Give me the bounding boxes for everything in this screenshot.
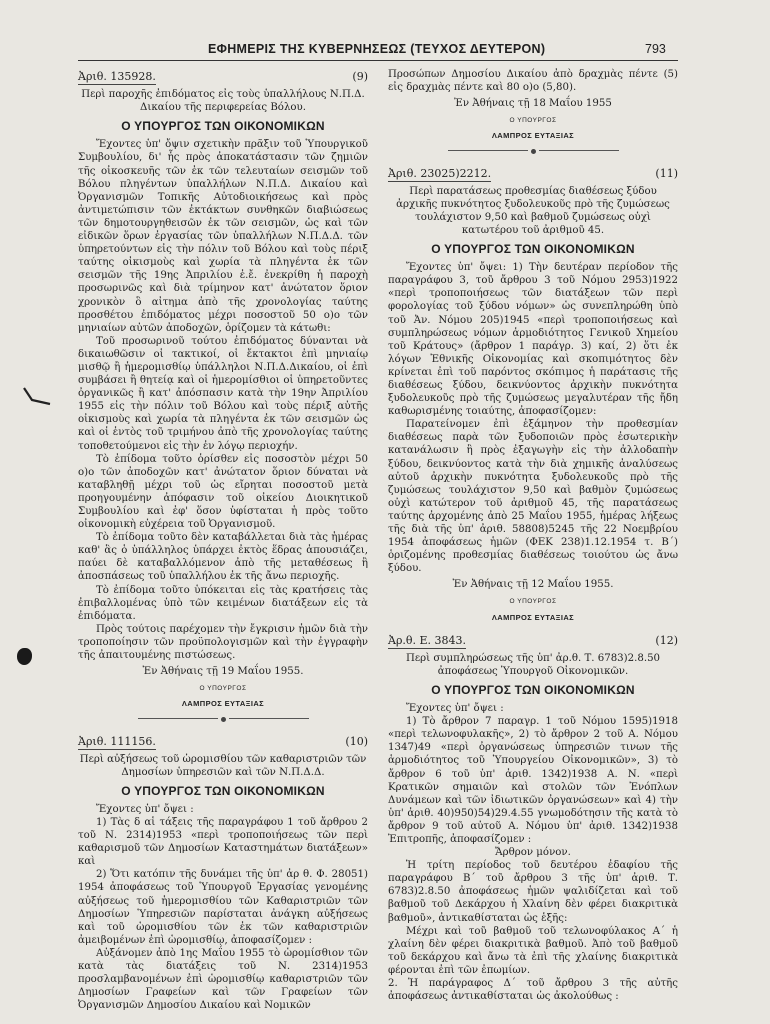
decision-9-header: [78, 70, 368, 85]
decision-10-paragraph: 2) Ὅτι κατόπιν τῆς δυνάμει τῆς ὑπ' ἀρ θ. Φ. 28051) 1954 ἀποφάσεως τοῦ Ὑπουργοῦ Ἐργασίας γενομένης αὐξήσεως τοῦ ἡμερομισθίου τῶν Καθαριστριῶν τῶν Δημοσίων Ὑπηρεσιῶν παρίσταται ἀνάγκη αὐξήσεως καὶ τοῦ ὡρομισθίου τῶν ἐκ τῶν καθαριστριῶν ἀμειβομένων ἐπὶ ὡρομισθίῳ, ἀποφασίζομεν :: [78, 869, 368, 946]
running-title: ΕΦΗΜΕΡΙΣ ΤΗΣ ΚΥΒΕΡΝΗΣΕΩΣ (ΤΕΥΧΟΣ ΔΕΥΤΕΡΟΝ): [208, 42, 546, 56]
decision-12-article-heading: Ἄρθρον μόνον.: [495, 847, 571, 859]
decision-9-minister-heading: Ο ΥΠΟΥΡΓΟΣ ΤΩΝ ΟΙΚΟΝΟΜΙΚΩΝ: [121, 119, 325, 134]
decision-9-subject: Περὶ παροχῆς ἐπιδόματος εἰς τοὺς ὑπαλλήλους Ν.Π.Δ. Δικαίου τῆς περιφερείας Βόλου.: [81, 89, 365, 114]
decision-12-number: Ἀρ.θ. Ε. 3843.: [388, 634, 466, 649]
decision-12-minister-heading: Ο ΥΠΟΥΡΓΟΣ ΤΩΝ ΟΙΚΟΝΟΜΙΚΩΝ: [431, 682, 635, 697]
decision-11-subject: Περὶ παρατάσεως προθεσμίας διαθέσεως ξύδου ἀρχικῆς πυκνότητος ξυδολευκοῦς πρὸ τῆς ζυμώσεως τουλάχιστον 9,50 καὶ βαθμοῦ ζυμώσεως οὐχὶ κατωτέρου τοῦ ἀριθμοῦ 45.: [396, 185, 670, 236]
decision-12-paragraph: 1) Τὸ ἄρθρον 7 παραγρ. 1 τοῦ Νόμου 1595)1918 «περὶ τελωνοφυλακῆς», 2) τὸ ἄρθρον 2 τοῦ Α. Νόμου 1347)49 «περὶ ὀργανώσεως ὑπηρεσιῶν τινων τῆς ἁρμοδιότητος τοῦ Ὑπουργείου Οἰκονομικῶν», 3) τὸ ἄρθρον 6 τοῦ ὑπ' ἀριθ. 1342)1938 Α. Ν. «περὶ Κρατικῶν σημαιῶν καὶ στολῶν τῶν Ἐνόπλων Δυνάμεων καὶ τῶν ἰδιωτικῶν ὀργανώσεων» καὶ 4) τὴν ὑπ' ἀριθ. 40)950)54)29.4.55 γνωμοδότησιν τῆς κατὰ τὸ ἄρθρον 9 τοῦ αὐτοῦ Α. Νόμου ὑπ' ἀριθ. 1342)1938 Ἐπιτροπῆς, ἀποφασίζομεν :: [388, 716, 678, 845]
decision-9-signatory-role: Ο ΥΠΟΥΡΓΟΣ: [199, 685, 247, 693]
decision-9-signatory-name: ΛΑΜΠΡΟΣ ΕΥΤΑΞΙΑΣ: [181, 699, 265, 709]
section-divider: [388, 145, 678, 158]
decision-11-number: Ἀριθ. 23025)2212.: [388, 167, 491, 182]
decision-11-header: [388, 167, 678, 182]
decision-10-header: [78, 735, 368, 750]
ink-blot: [17, 648, 32, 665]
decision-10-index: (10): [345, 734, 368, 748]
decision-11-paragraph: Παρατείνομεν ἐπὶ ἑξάμηνον τὴν προθεσμίαν διαθέσεως παρὰ τῶν ξυδοποιῶν πρὸς ἐσωτερικὴν κατανάλωσιν ἢ πρὸς ἐξαγωγὴν εἰς τὴν ἀλλοδαπὴν ξύδου, δεικνύοντος κατὰ τὴν διὰ χημικῆς ἀναλύσεως αὐτοῦ ἀρχικὴν πυκνότητα ξυδολευκοῦς πρὸ τῆς ζυμώσεως τουλάχιστον 9,50 καὶ βαθμὸν ζυμώσεως οὐχὶ κατώτερον τοῦ ἀριθμοῦ 45, τῆς παρατάσεως ταύτης ἀρχομένης ἀπὸ 25 Μαΐου 1955, ἡμέρας λήξεως τῆς διὰ τῆς ὑπ' ἀριθ. 58808)5245 τῆς 22 Νοεμβρίου 1954 ἀποφάσεως ἡμῶν (ΦΕΚ 238)1.12.1954 τ. Β΄) ὁριζομένης προθεσμίας διαθέσεως τοιούτου ὡς ἄνω ξύδου.: [388, 419, 678, 575]
decision-12-index: (12): [655, 633, 678, 647]
decision-9-paragraph: Πρὸς τούτοις παρέχομεν τὴν ἔγκρισιν ἡμῶν διὰ τὴν τροποποίησιν τῶν προϋπολογισμῶν καὶ τὴν ἐγγραφὴν τῆς ἀπαιτουμένης πιστώσεως.: [78, 623, 368, 662]
decision-11-minister-heading: Ο ΥΠΟΥΡΓΟΣ ΤΩΝ ΟΙΚΟΝΟΜΙΚΩΝ: [431, 242, 635, 257]
decision-12-paragraph: 2. Ἡ παράγραφος Δ΄ τοῦ ἄρθρου 3 τῆς αὐτῆς ἀποφάσεως ἀντικαθίσταται ὡς ἀκολούθως :: [388, 978, 678, 1003]
decision-11-date: Ἐν Ἀθήναις τῇ 12 Μαΐου 1955.: [452, 579, 614, 591]
decision-12-header: [388, 634, 678, 649]
section-divider: [78, 713, 368, 726]
decision-9-date: Ἐν Ἀθήναις τῇ 19 Μαΐου 1955.: [142, 666, 304, 678]
decision-11-signatory-role: Ο ΥΠΟΥΡΓΟΣ: [509, 598, 557, 606]
handwritten-tick-mark: [22, 384, 54, 408]
decision-9-paragraph: Τὸ ἐπίδομα τοῦτο δὲν καταβάλλεται διὰ τὰς ἡμέρας καθ' ἃς ὁ ὑπάλληλος ὑπάρχει ἐκτὸς ἕδρας ἀπουσιάζει, παύει δὲ καταβαλλόμενον ἀπὸ τῆς μεταθέσεως ἢ ἀποσπάσεως τοῦ ὑπαλλήλου ἐκ τῆς ἄνω περιοχῆς.: [78, 532, 368, 583]
decision-11-index: (11): [655, 166, 678, 180]
decision-9-index: (9): [352, 70, 368, 83]
decision-11-paragraph: Ἔχοντες ὑπ' ὄψει: 1) Τὴν δευτέραν περίοδον τῆς παραγράφου 3, τοῦ ἄρθρου 3 τοῦ Νόμου 2953)1922 «περὶ τροποποιήσεως τῶν διατάξεων τῶν περὶ φορολογίας τοῦ ξύδου νόμων» ὡς συνεπληρώθη ὑπὸ τοῦ Ἀν. Νόμου 205)1945 «περὶ τροποποιήσεως καὶ συμπληρώσεως νόμων ἁρμοδιότητος Γενικοῦ Χημείου τοῦ Κράτους» (ἄρθρον 1 παράγρ. 3) καί, 2) ὅτι ἐκ λόγων Ἐθνικῆς Οἰκονομίας καὶ σκοπιμότητος δὲν κρίνεται ἐπὶ τοῦ παρόντος σκόπιμος ἡ παράτασις τῆς διαθέσεως ξύδου, δεικνύοντος ἀρχικὴν πυκνότητα ξυδολευκοῦς πρὸ τῆς ζυμώσεως μεγαλυτέραν τῆς ἤδη καθωρισμένης τοιαύτης, ἀποφασίζομεν:: [388, 262, 678, 418]
decision-10-paragraph: Ἔχοντες ὑπ' ὄψει :: [96, 803, 194, 815]
decision-9-paragraph: Τὸ ἐπίδομα τοῦτο ὁρίσθεν εἰς ποσοστὸν μέχρι 50 ο)ο τῶν ἀποδοχῶν κατ' ἀνώτατον ὅριον δύναται νὰ καταβληθῇ μέχρι τοῦ ὡς εἴρηται ποσοστοῦ μετὰ προηγουμένην ἀπόφασιν τοῦ οἰκείου Διοικητικοῦ Συμβουλίου καὶ ἐφ' ὅσον ὑφίσταται ἡ πρὸς τοῦτο οἰκονομικὴ εὐχέρεια τοῦ Ὀργανισμοῦ.: [78, 453, 368, 531]
decision-12-paragraph: Μέχρι καὶ τοῦ βαθμοῦ τοῦ τελωνοφύλακος Α΄ ἡ χλαίνη δὲν φέρει διακριτικὰ βαθμοῦ. Ἀπὸ τοῦ βαθμοῦ τοῦ δεκάρχου καὶ ἄνω τὰ ἐπὶ τῆς χλαίνης διακριτικὰ φέρονται ἐπὶ τῶν ἐπωμίων.: [388, 925, 678, 976]
decision-12-paragraph: Ἔχοντες ὑπ' ὄψει :: [406, 703, 504, 715]
decision-12-paragraph: Ἡ τρίτη περίοδος τοῦ δευτέρου ἐδαφίου τῆς παραγράφου Β΄ τοῦ ἄρθρου 3 τῆς ὑπ' ἀριθ. Τ. 6783)2.8.50 ἀποφάσεως ἡμῶν ψαλιδίζεται καὶ τοῦ βαθμοῦ τοῦ Δεκάρχου ἡ Χλαίνη δὲν φέρει διακριτικὰ βαθμοῦ», ἀντικαθίσταται ὡς ἑξῆς:: [388, 860, 678, 924]
header-rule: [78, 60, 678, 61]
page-number: 793: [645, 42, 666, 56]
decision-12-subject: Περὶ συμπληρώσεως τῆς ὑπ' ἀρ.θ. Τ. 6783)2.8.50 ἀποφάσεως Ὑπουργοῦ Οἰκονομικῶν.: [405, 652, 661, 677]
right-column: [388, 68, 678, 1003]
decision-10-number: Ἀριθ. 111156.: [78, 735, 156, 750]
left-column: [78, 68, 368, 1012]
decision-9-paragraph: Τὸ ἐπίδομα τοῦτο ὑπόκειται εἰς τὰς κρατήσεις τὰς ἐπιβαλλομένας ὑπὸ τῶν κειμένων διατάξεων εἰς τὰ ἐπιδόματα.: [78, 584, 368, 622]
decision-10-paragraph: 1) Τὰς δ αἱ τάξεις τῆς παραγράφου 1 τοῦ ἄρθρου 2 τοῦ Ν. 2314)1953 «περὶ τροποποιήσεως τῶν περὶ καθαρισμοῦ τῶν Δημοσίων Καταστημάτων διατάξεων» καὶ: [78, 816, 368, 868]
decision-10-continuation: Προσώπων Δημοσίου Δικαίου ἀπὸ δραχμὰς πέντε (5) εἰς δραχμὰς πέντε καὶ 80 ο)ο (5,80).: [388, 69, 678, 94]
decision-9-paragraph: Τοῦ προσωρινοῦ τούτου ἐπιδόματος δύνανται νὰ δικαιωθῶσιν οἱ τακτικοί, οἱ ἔκτακτοι ἐπὶ μηνιαίῳ μισθῷ ἢ ἡμερομισθίῳ ὑπάλληλοι Ν.Π.Δ.Δικαίου, οἱ ἐπὶ συμβάσει ἢ θητείᾳ καὶ οἱ ἡμερομίσθιοι οἱ ὑπηρετοῦντες ὀργανικῶς ἢ κατ' ἀπόσπασιν κατὰ τὴν 19ην Ἀπριλίου 1955 εἰς τὴν πόλιν τοῦ Βόλου καὶ τοὺς πέριξ αὐτῆς οἰκισμοὺς καὶ χωρία τὰ πληγέντα ἐκ τῶν σεισμῶν ὡς καὶ οἱ ἐντὸς τοῦ τριμήνου ἀπὸ τῆς χρονολογίας ταύτης τοποθετούμενοι εἰς τὴν ἐν λόγῳ περιοχήν.: [78, 335, 368, 452]
decision-10-date: Ἐν Ἀθήναις τῇ 18 Μαΐου 1955: [454, 98, 612, 110]
decision-10-minister-heading: Ο ΥΠΟΥΡΓΟΣ ΤΩΝ ΟΙΚΟΝΟΜΙΚΩΝ: [121, 783, 325, 798]
decision-10-signatory-role: Ο ΥΠΟΥΡΓΟΣ: [509, 117, 557, 125]
decision-10-paragraph: Αὐξάνομεν ἀπὸ 1ης Μαΐου 1955 τὸ ὡρομίσθιον τῶν κατὰ τὰς διατάξεις τοῦ Ν. 2314)1953 προσλαμβανομένων ἐπὶ ὡρομισθίῳ καθαριστριῶν τῶν Δημοσίων Γραφείων καὶ τῶν Γραφείων τῶν Ὀργανισμῶν Δημοσίου Δικαίου καὶ Νομικῶν: [78, 947, 368, 1012]
decision-11-signatory-name: ΛΑΜΠΡΟΣ ΕΥΤΑΞΙΑΣ: [491, 612, 575, 622]
decision-10-signatory-name: ΛΑΜΠΡΟΣ ΕΥΤΑΞΙΑΣ: [491, 131, 575, 141]
decision-9-number: Ἀριθ. 135928.: [78, 70, 156, 85]
decision-10-subject: Περὶ αὐξήσεως τοῦ ὡρομισθίου τῶν καθαριστριῶν τῶν Δημοσίων ὑπηρεσιῶν καὶ τῶν Ν.Π.Δ.Δ.: [79, 753, 367, 778]
decision-9-paragraph: Ἔχοντες ὑπ' ὄψιν σχετικὴν πρᾶξιν τοῦ Ὑπουργικοῦ Συμβουλίου, δι' ἧς πρὸς ἀποκατάστασιν τῶν ζημιῶν τῆς οἰκοσκευῆς τῶν ἐκ τῶν τελευταίων σεισμῶν τοῦ Βόλου πληγέντων ὑπαλλήλων Ν.Π.Δ. Δικαίου καὶ Ὀργανισμῶν Τοπικῆς Αὐτοδιοικήσεως καὶ πρὸς ἀντιμετώπισιν τῶν ἐκτάκτων συνθηκῶν διαβιώσεως τῶν δημοτουργηθεισῶν ἐκ τῶν σεισμῶν, ὡς καὶ τῶν εἰδικῶν ὅρων ἐργασίας τῶν ὑπαλλήλων Ν.Π.Δ.Δ. τῶν ὑπηρετούντων εἰς τὴν πόλιν τοῦ Βόλου καὶ τοὺς πέριξ ταύτης οἰκισμοὺς καὶ χωρία τὰ πληγέντα ἐκ τῶν σεισμῶν τῆς 19ης Ἀπριλίου ἐ.ἔ. ἐνεκρίθη ἡ παροχὴ προσωρινῶς καὶ διὰ τρίμηνον κατ' ἀνώτατον ὅριον χρονικὸν ὃ αἰτημα ἀπὸ τῆς χρονολογίας ταύτης προσθέτου ἐπιδόματος μέχρι ποσοστοῦ 50 ο)ο τῶν μηνιαίων αὐτῶν ἀποδοχῶν, ὁρίζομεν τὰ κάτωθι:: [78, 139, 368, 334]
